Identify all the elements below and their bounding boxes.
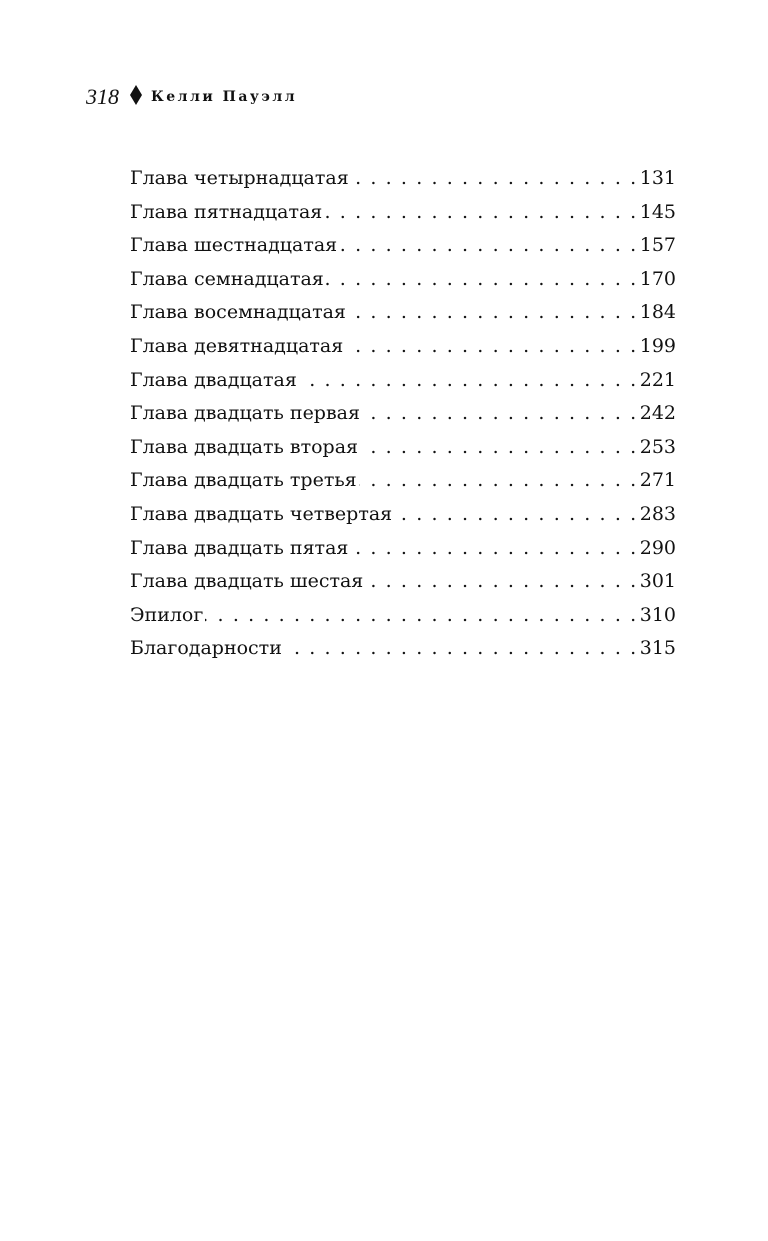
dot-leader [345, 330, 637, 364]
toc-entry-page: 221 [639, 368, 676, 391]
toc-entry-page: 253 [639, 435, 676, 458]
dot-leader [205, 599, 637, 633]
toc-entry-title: Глава двадцать вторая [130, 435, 359, 458]
toc-entry [130, 565, 676, 599]
toc-entry-page: 290 [639, 536, 676, 559]
dot-leader [359, 464, 638, 498]
dot-leader [339, 229, 638, 263]
toc-entry-title: Глава шестнадцатая [130, 234, 338, 257]
dot-leader [351, 162, 638, 196]
toc-entry-title: Глава четырнадцатая [130, 167, 349, 189]
toc-entry-page: 301 [639, 570, 676, 593]
toc-entry-page: 131 [639, 167, 676, 189]
dot-leader [362, 397, 638, 431]
toc-entry-page: 310 [639, 603, 676, 626]
toc-entry [130, 532, 676, 566]
toc-entry-page: 170 [639, 267, 676, 290]
toc-entry [130, 330, 676, 364]
toc-entry-page: 157 [639, 234, 676, 257]
toc-entry [130, 464, 676, 498]
toc-entry-title: Глава пятнадцатая [130, 200, 323, 223]
toc-entry [130, 364, 676, 398]
toc-entry [130, 632, 676, 666]
author-name: Келли Пауэлл [151, 89, 298, 105]
toc-entry-title: Глава двадцатая [130, 368, 297, 391]
toc-entry-page: 184 [639, 301, 676, 324]
toc-entry-title: Глава восемнадцатая [130, 301, 346, 324]
toc-entry-title: Благодарности [130, 637, 282, 660]
dot-leader [324, 196, 637, 230]
toc-entry-title: Глава двадцать шестая [130, 570, 364, 593]
toc-entry-title: Глава двадцать четвертая [130, 502, 393, 525]
toc-entry-title: Глава семнадцатая [130, 267, 324, 290]
toc-entry [130, 296, 676, 330]
toc-entry-title: Эпилог [130, 603, 204, 626]
toc-entry [130, 229, 676, 263]
toc-entry [130, 397, 676, 431]
dot-leader [326, 263, 638, 297]
toc-entry-page: 315 [639, 637, 676, 660]
dot-leader [394, 498, 638, 532]
toc-entry [130, 263, 676, 297]
toc-entry-page: 145 [639, 200, 676, 223]
toc-entry-title: Глава девятнадцатая [130, 334, 344, 357]
toc-entry-page: 242 [639, 402, 676, 425]
dot-leader [348, 296, 638, 330]
toc-entry-page: 199 [639, 334, 676, 357]
diamond-icon [129, 84, 143, 110]
toc-entry-title: Глава двадцать первая [130, 402, 360, 425]
dot-leader [284, 632, 638, 666]
dot-leader [299, 364, 638, 398]
toc-entry [130, 498, 676, 532]
running-head [86, 82, 297, 112]
dot-leader [360, 431, 638, 465]
toc-entry-page: 283 [639, 502, 676, 525]
toc-entry [130, 196, 676, 230]
page-number: 318 [86, 84, 119, 109]
toc-entry-title: Глава двадцать пятая [130, 536, 349, 559]
dot-leader [365, 565, 637, 599]
toc-entry-title: Глава двадцать третья [130, 469, 357, 492]
dot-leader [350, 532, 637, 566]
toc-entry [130, 431, 676, 465]
table-of-contents [130, 162, 676, 666]
toc-entry [130, 162, 676, 196]
toc-entry [130, 599, 676, 633]
toc-entry-page: 271 [639, 469, 676, 492]
